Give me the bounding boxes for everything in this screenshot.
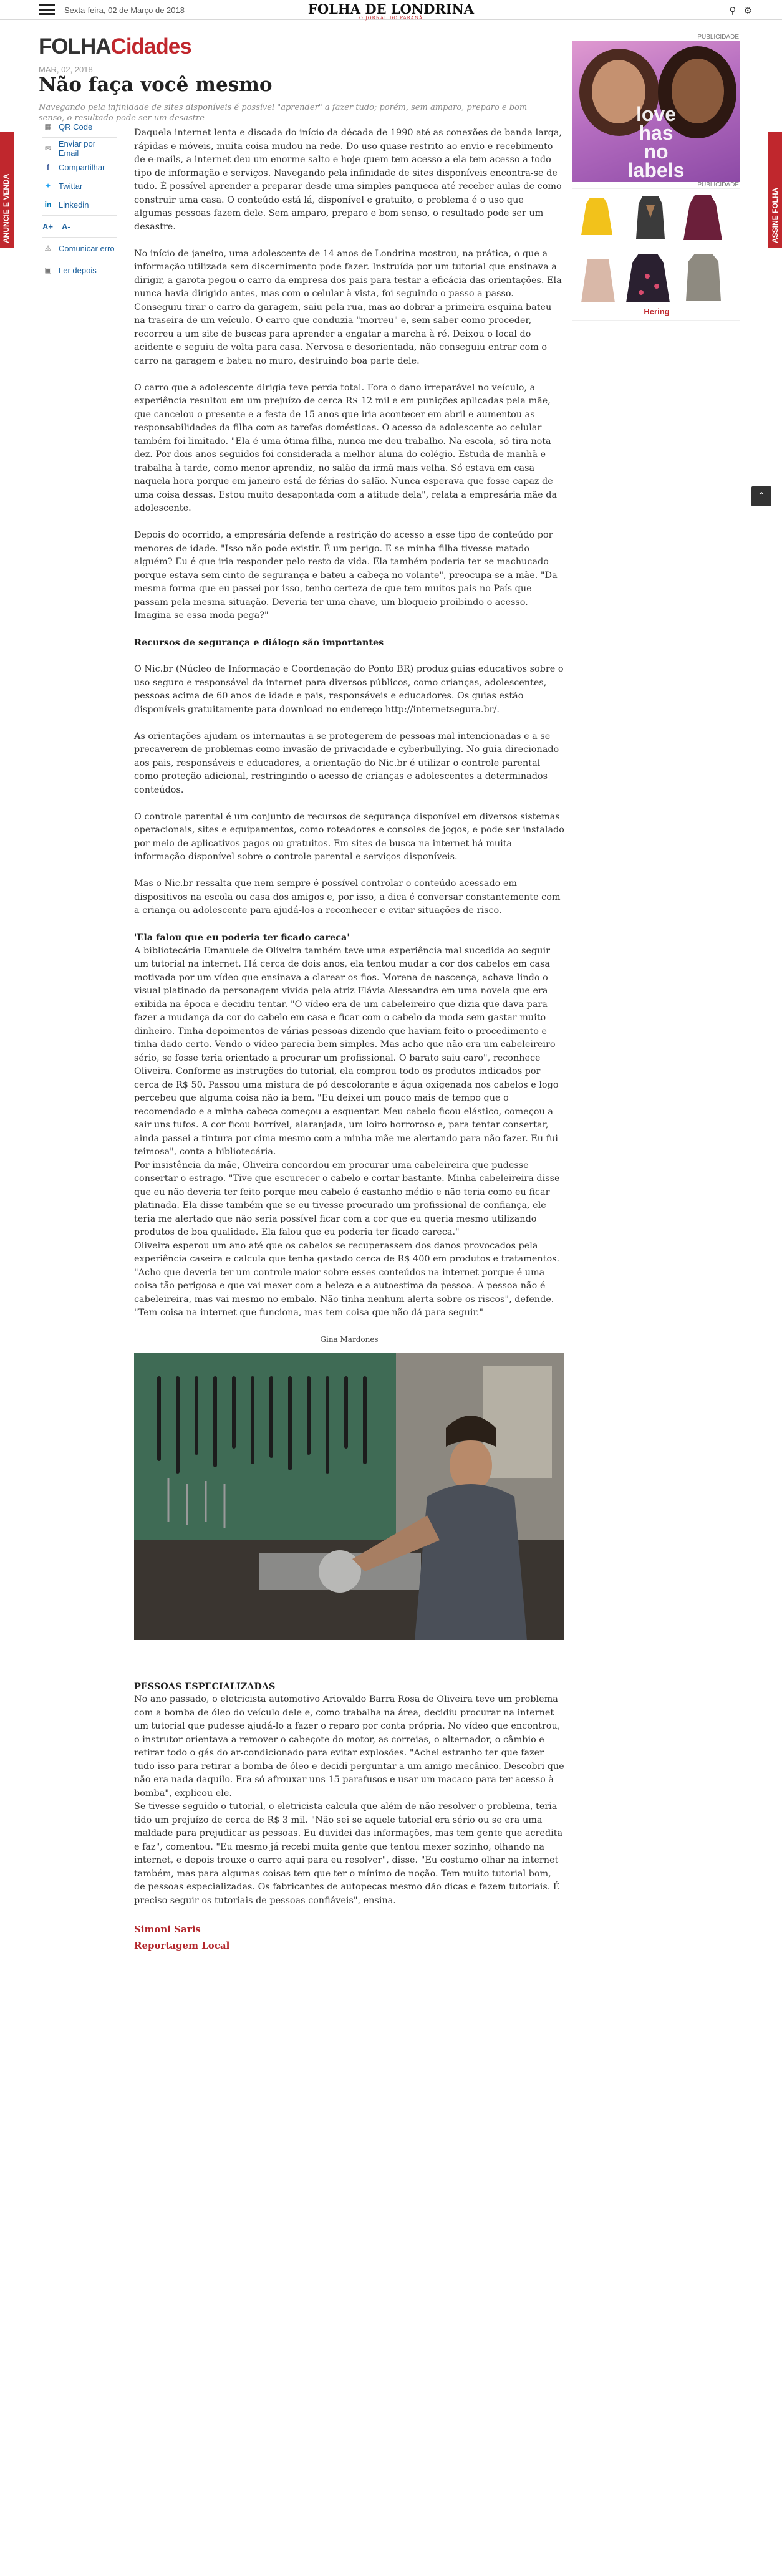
ad-slogan: love has no labels (627, 103, 685, 181)
paragraph: Oliveira esperou um ano até que os cabelos se recuperassem dos danos provocados pela experiência caseira e calcula que tenha gastado cerca de R$ 400 em produtos e tratamentos. "Acho que deveria ter um controle maior sobre esses conteúdos na internet porque é uma coisa tão perigosa e que vai mexer com a beleza e a autoestima da pessoa. A pessoa não é cabeleireira, mas vai mesmo no embalo. Não tinha nenhum alerta sobre os riscos", defende. "Tem coisa na internet que funciona, mas tem coisa que não dá para seguir." (134, 1240, 560, 1318)
paragraph: Mas o Nic.br ressalta que nem sempre é possível controlar o conteúdo acessado em dispositivos na escola ou casa dos amigos e, por isso, a dica é conversar constantemente com a criança ou adolescente para ajudá-los a reconhecer e evitar situações de risco. (134, 879, 561, 915)
site-logo[interactable]: FOLHA DE LONDRINA O JORNAL DO PARANÁ (307, 1, 475, 21)
article-photo[interactable] (134, 1353, 564, 1640)
qr-code-icon: ▦ (44, 122, 52, 131)
paragraph: No início de janeiro, uma adolescente de 14 anos de Londrina mostrou, na prática, o que a informação utilizada sem discernimento pode fazer. Instruída por um tutorial que ensinava a dirigir, a garota pegou o carro da empresa dos pais para testar a eficácia das orientações. Ela nunca havia dirigido antes, mas com o celular à vista, foi seguindo o passo a passo. Conseguiu tirar o carro da garagem, saiu pela rua, mas ao dobrar a primeira esquina bateu na traseira de um veículo. O carro que conduzia "morreu" e, sem saber como proceder, recorreu a um site de buscas para aprender a engatar a marcha à ré. Deixou o local do acidente e seguiu de volta para casa. Nervosa e desorientada, não conseguiu entrar com o carro na garagem e bateu no muro, destruindo boa parte dele. (134, 248, 562, 366)
current-date: Sexta-feira, 02 de Março de 2018 (64, 6, 185, 15)
subheading: Recursos de segurança e diálogo são importantes (134, 637, 384, 648)
search-icon[interactable]: ⚲ (729, 5, 736, 16)
workshop-photo (134, 1353, 564, 1640)
ad-products-image (572, 189, 741, 321)
share-toolbar (42, 117, 117, 279)
ad-banner-top[interactable] (572, 41, 740, 182)
article-date: MAR, 02, 2018 (39, 65, 93, 74)
paragraph: O carro que a adolescente dirigia teve perda total. Fora o dano irreparável no veículo, a experiência resultou em um prejuízo de cerca R$ 12 mil e em punições aplicadas pela mãe, que cancelou o presente e a festa de 15 anos que iria acontecer em abril e aumentou as responsabilidades da filha com as tarefas domésticas. O acesso da adolescente ao celular também foi limitado. "Ela é uma ótima filha, nunca me deu trabalho. Na escola, só tira nota dez. Por dois anos seguidos foi considerada a melhor aluna do colégio. Estuda de manhã e trabalha à tarde, como menor aprendiz, no salão da irmã mais velha. Só estava em casa naquela hora porque em janeiro está de férias do salão. Nunca esperava que fosse capaz de uma coisa dessas. Estou muito desapontada com a atitude dela", relata a empresária mãe da adolescente. (134, 382, 558, 513)
bookmark-icon: ▣ (44, 266, 52, 274)
paragraph: Daquela internet lenta e discada do início da década de 1990 até as conexões de banda larga, rápidas e móveis, muita coisa mudou na rede. Do uso quase restrito ao envio e recebimento de e-mails, a internet deu um enorme salto e hoje quem tem acesso a ela tem acesso a todo tipo de informação e serviços. Navegando pela infinidade de sites disponíveis encontra-se de tudo. É possível aprender a preparar desde uma simples panqueca até receber aulas de como construir uma casa. O conteúdo está lá, disponível e gratuito, o problema é o uso que algumas pessoas fazem dele. Sem amparo, preparo e bom senso, o resultado pode ser um desastre. (134, 128, 562, 232)
email-icon: ✉ (44, 144, 51, 153)
paragraph: Depois do ocorrido, a empresária defende a restrição do acesso a esse tipo de conteúdo por menores de idade. "Isso não pode existir. É um perigo. E se minha filha tivesse matado alguém? Eu é que iria responder pelo resto da vida. Ela também poderia ter se machucado porque estava sem cinto de segurança e bateu a cabeça no volante", preocupa-se a mãe. "Da mesma forma que eu passei por isso, tenho certeza de que tem muitos pais no País que passam pela mesma situação. Deveria ter uma chave, um bloqueio proibindo o acesso. Imagina se essa moda pega?" (134, 530, 558, 620)
ad-banner-products[interactable] (572, 188, 740, 321)
twitter-icon: ✦ (44, 181, 52, 190)
top-bar (0, 0, 782, 20)
facebook-icon: f (47, 163, 49, 171)
paragraph: Se tivesse seguido o tutorial, o eletricista calcula que além de não resolver o problema, teria tido um prejuízo de cerca de R$ 3 mil. "Não sei se aquele tutorial era sério ou se era uma maldade para prejudicar as pessoas. Eu duvidei das informações, mas tem gente que acredita e faz", comentou. "Eu mesmo já recebi muita gente que tentou mexer sozinho, olhando na internet, e depois trouxe o carro aqui para eu resolver", disse. "Eu costumo olhar na internet também, mas para algumas coisas tem que ter o mínimo de noção. Tem muito tutorial bom, de pessoas especializadas. Os fabricantes de autopeças mesmo dão dicas e fazem tutoriais. É preciso seguir os tutoriais de pessoas confiáveis", ensina. (134, 1802, 563, 1906)
advertise-tab[interactable]: ANUNCIE E VENDA (0, 132, 14, 248)
gear-icon[interactable]: ⚙ (743, 5, 752, 16)
font-decrease-button[interactable]: A- (61, 221, 70, 231)
paragraph: Por insistência da mãe, Oliveira concordou em procurar uma cabeleireira que pudesse consertar o estrago. "Tive que escurecer o cabelo e cortar bastante. Minha cabeleireira disse que eu não deveria ter feito porque meu cabelo é castanho médio e não teria como eu ficar platinada. Ela disse também que se eu tivesse procurado um profissional de confiança, ele teria me alertado que não seria possível ficar com a cor que eu queria mesmo utilizando produtos de boa qualidade. Ela falou que eu poderia ter ficado careca." (134, 1160, 560, 1237)
linkedin-button[interactable]: in Linkedin (42, 195, 117, 214)
email-button[interactable]: ✉ Enviar por Email (42, 139, 117, 158)
paragraph: No ano passado, o eletricista automotivo Ariovaldo Barra Rosa de Oliveira teve um problema com a bomba de óleo do veículo dele e, como trabalha na área, decidiu procurar na internet um tutorial que pudesse ajudá-lo a fazer o reparo por conta própria. No vídeo que encontrou, o instrutor orientava a remover o cabeçote do motor, as correias, o alternador, o câmbio e retirar todo o gás do ar-condicionado para evitar explosões. "Achei estranho ter que fazer tudo isso para retirar a bomba de óleo e decidi perguntar a um amigo mecânico. Descobri que não era nada daquilo. Era só afrouxar uns 15 parafusos e usar um macaco para ter acesso à bomba", explicou ele. (134, 1694, 564, 1798)
twitter-button[interactable]: ✦ Twittar (42, 176, 117, 195)
facebook-share-button[interactable]: f Compartilhar (42, 158, 117, 176)
linkedin-icon: in (44, 200, 52, 209)
article-body (134, 127, 564, 1954)
qr-code-button[interactable]: ▦ QR Code (42, 117, 117, 136)
report-error-button[interactable]: ⚠ Comunicar erro (42, 239, 117, 258)
subheading: PESSOAS ESPECIALIZADAS (134, 1681, 276, 1692)
photo-credit: Gina Mardones (320, 1335, 379, 1344)
article-subtitle: Navegando pela infinidade de sites disponíveis é possível "aprender" a fazer tudo; porém, sem amparo, preparo e bom senso, o resultado pode ser um desastre (39, 103, 528, 123)
paragraph: A bibliotecária Emanuele de Oliveira também teve uma experiência mal sucedida ao seguir um tutorial na internet. Há cerca de dois anos, ela tentou mudar a cor dos cabelos em casa motivada por um vídeo que ensinava a clarear os fios. Morena de nascença, achava lindo o visual platinado da personagem vivida pela atriz Flávia Alessandra em uma novela que era exibida na época e decidiu tentar. "O vídeo era de um cabeleireiro que dizia que dava para fazer a mudança da cor do cabelo em casa e ficar com o cabelo da moda sem gastar muito dinheiro. Tinha depoimentos de várias pessoas dizendo que haviam feito o procedimento e tinha dado certo. Vendo o vídeo parecia bem simples. Mas acho que não era um cabeleireiro sério, se fosse teria orientado a procurar um profissional. O barato saiu caro", reconhece Oliveira. Conforme as instruções do tutorial, ela comprou todo os produtos indicados por cerca de R$ 50. Passou uma mistura de pó descolorante e água oxigenada nos cabelos e logo percebeu que alguma coisa não ia bem. "Eu deixei um pouco mais de tempo que o recomendado e a minha cabeça começou a esquentar. Meu cabelo ficou elástico, começou a sair uns tufos. A cor ficou horrível, alaranjada, um loiro horroroso e, para tentar consertar, ainda passei a tintura por cima mesmo com a minha mãe me alertando para não fazer. Eu fui teimosa", conta a bibliotecária. (134, 945, 559, 1157)
subheading: 'Ela falou que eu poderia ter ficado careca' (134, 932, 350, 943)
ad-label-2: PUBLICIDADE (697, 181, 739, 188)
paragraph: As orientações ajudam os internautas a se protegerem de pessoas mal intencionadas e a se precaverem de problemas como invasão de privacidade e cyberbullying. No guia direcionado aos pais, responsáveis e educadores, a orientação do Nic.br é utilizar o controle parental como proteção adicional, restringindo o acesso de crianças e adolescentes a determinados conteúdos. (134, 731, 559, 795)
ad-label: PUBLICIDADE (697, 34, 739, 41)
article-title: Não faça você mesmo (39, 74, 273, 96)
author-name: Simoni Saris (134, 1923, 201, 1935)
paragraph: O controle parental é um conjunto de recursos de segurança disponível em diversos sistemas operacionais, sites e equipamentos, como roteadores e consoles de jogos, e pode ser instalado por meio de aplicativos pagos ou gratuitos. Em sites de busca na internet há muita informação disponível sobre o controle parental e serviços disponíveis. (134, 811, 564, 862)
font-increase-button[interactable]: A+ (42, 221, 53, 231)
read-later-button[interactable]: ▣ Ler depois (42, 261, 117, 279)
subscribe-tab[interactable]: ASSINE FOLHA (768, 132, 782, 248)
section-title[interactable]: FOLHACidades (39, 34, 191, 59)
arrow-up-icon[interactable]: ⌃ (751, 486, 771, 506)
author-role: Reportagem Local (134, 1939, 230, 1951)
paragraph: O Nic.br (Núcleo de Informação e Coordenação do Ponto BR) produz guias educativos sobre o uso seguro e responsável da internet para diversos públicos, como crianças, adolescentes, pessoas acima de 60 anos de idade e pais, responsáveis e educadores. Os guias estão disponíveis gratuitamente para download no endereço http://internetsegura.br/. (134, 664, 564, 715)
warning-icon: ⚠ (44, 244, 52, 253)
ad-brand: Hering (644, 307, 670, 316)
